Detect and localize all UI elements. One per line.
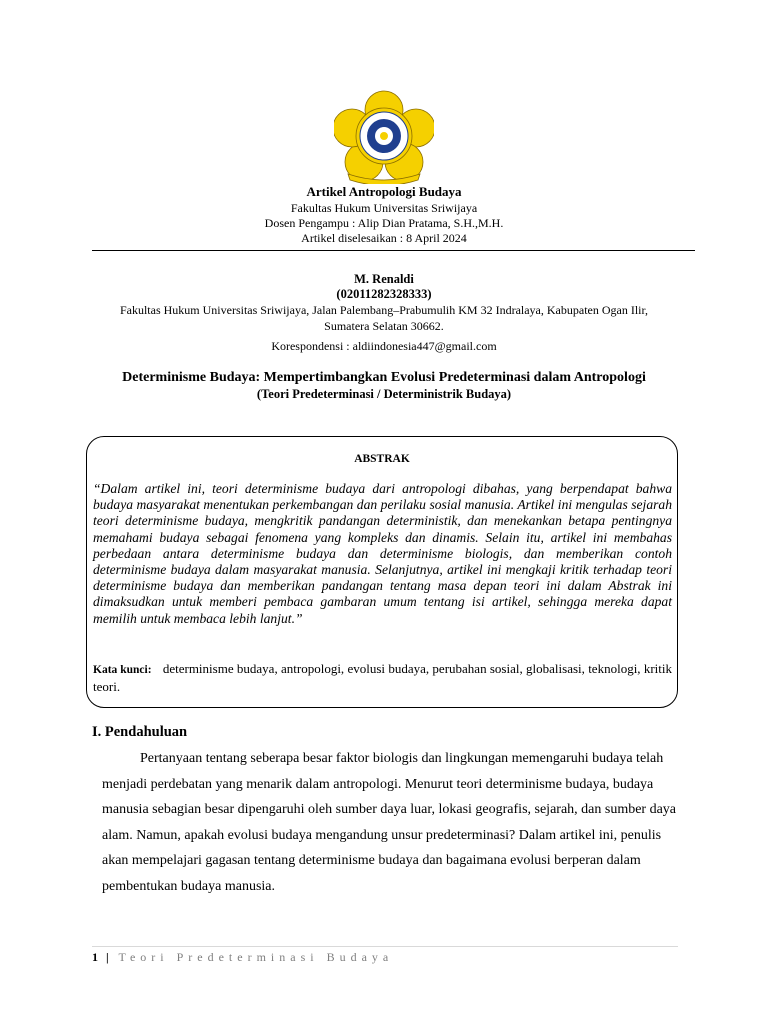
university-logo (334, 90, 434, 184)
footer-divider (92, 946, 678, 947)
lecturer-line: Dosen Pengampu : Alip Dian Pratama, S.H.,M.H. (264, 216, 504, 230)
page-number: 1 (92, 950, 98, 964)
faculty-line: Fakultas Hukum Universitas Sriwijaya (290, 201, 478, 215)
correspondence-email: Korespondensi : aldiindonesia447@gmail.com (271, 339, 497, 353)
intro-paragraph: Pertanyaan tentang seberapa besar faktor biologis dan lingkungan memengaruhi budaya telah menjadi perdebatan yang menarik dalam antropologi. Menurut teori determinisme budaya, budaya manusia sebagian besar dipengaruhi oleh sumber daya luar, lokasi geografis, sejarah, dan sumber daya alam. Namun, apakah evolusi budaya mengandung unsur predeterminasi? Dalam artikel ini, penulis akan mempelajari gagasan tentang determinisme budaya dan bagaimana evolusi berperan dalam pembentukan budaya manusia. (102, 751, 677, 894)
abstract-heading: ABSTRAK (354, 453, 410, 465)
author-name: M. Renaldi (354, 272, 414, 286)
section-heading: I. Pendahuluan (92, 724, 188, 740)
keywords-label: Kata kunci: (93, 664, 152, 676)
running-title: Teori Predeterminasi Budaya (118, 950, 394, 964)
author-address: Fakultas Hukum Universitas Sriwijaya, Jalan Palembang–Prabumulih KM 32 Indralaya, Kabupaten Ogan Ilir, (119, 303, 649, 317)
abstract-text: “Dalam artikel ini, teori determinisme budaya dari antropologi dibahas, yang berpendapat bahwa budaya masyarakat menentukan perkembangan dan perilaku sosial manusia. Artikel ini mengulas sejarah teori determinisme budaya, mengkritik pandangan deterministik, dan menekankan betapa pentingnya memahami budaya sebagai fenomena yang kompleks dan dinamis. Selain itu, artikel ini membahas perbedaan antara determinisme budaya dan determinisme biologis, dan memberikan contoh determinisme budaya dalam masyarakat manusia. Selanjutnya, artikel ini mengkaji kritik terhadap teori determinisme budaya dan memberikan pandangan tentang masa depan teori ini dalam Abstrak ini dimaksudkan untuk memberi pembaca gambaran umum tentang isi artikel, sehingga mereka dapat memilih untuk membaca lebih lanjut.” (93, 481, 672, 626)
keywords-list: determinisme budaya, antropologi, evolusi budaya, perubahan sosial, globalisasi, teknologi, kritik teori. (93, 661, 673, 694)
abstract-box (86, 436, 678, 708)
footer-separator: | (106, 950, 109, 964)
header-divider (92, 250, 695, 251)
author-address-cont: Sumatera Selatan 30662. (324, 319, 444, 333)
author-id: (02011282328333) (336, 287, 432, 301)
keywords (93, 661, 672, 695)
paper-title: Determinisme Budaya: Mempertimbangkan Evolusi Predeterminasi dalam Antropologi (122, 370, 646, 385)
article-label: Artikel Antropologi Budaya (306, 184, 462, 199)
paper-subtitle: (Teori Predeterminasi / Deterministrik Budaya) (256, 387, 512, 401)
completion-date: Artikel diselesaikan : 8 April 2024 (301, 231, 467, 245)
page-footer (92, 950, 393, 965)
